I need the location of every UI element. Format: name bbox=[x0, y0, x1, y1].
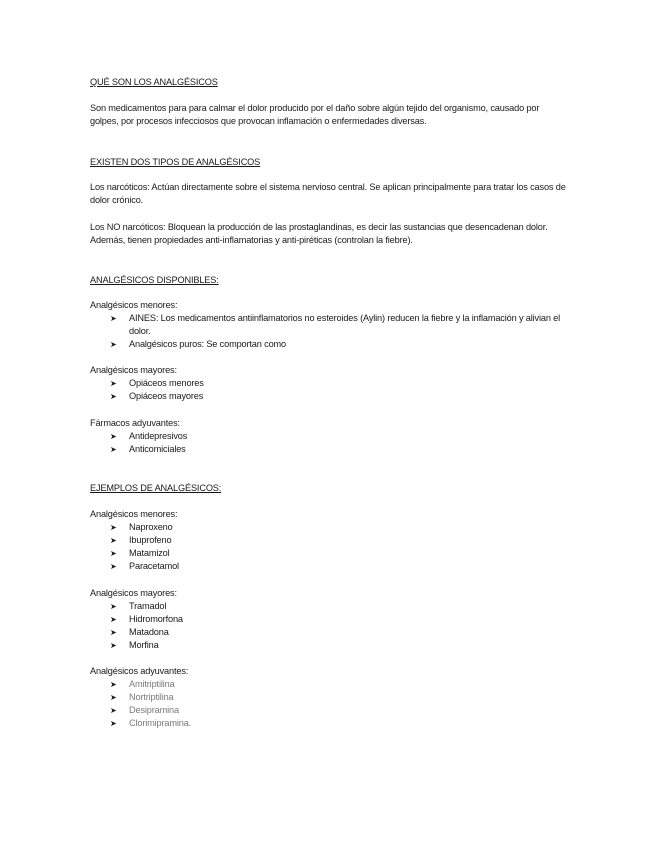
list-item: ➤ Hidromorfona bbox=[110, 614, 183, 624]
bullet-list bbox=[90, 521, 570, 573]
list-item: ➤ Anticomiciales bbox=[110, 444, 186, 454]
list-item: ➤ AINES: Los medicamentos antiinflamatorios no esteroides (Aylin) reducen la fiebre y la inflamación y alivian el dolor. bbox=[110, 313, 561, 336]
arrow-bullet-icon: ➤ bbox=[110, 536, 117, 545]
list-item: ➤ Analgésicos puros: Se comportan como bbox=[110, 339, 286, 349]
section-heading-que-son: QUÉ SON LOS ANALGÉSICOS bbox=[90, 77, 218, 87]
arrow-bullet-icon: ➤ bbox=[110, 432, 117, 441]
group-title: Analgésicos mayores: bbox=[90, 588, 177, 598]
arrow-bullet-icon: ➤ bbox=[110, 523, 117, 532]
list-item: ➤ Morfina bbox=[110, 640, 159, 650]
list-item: ➤ Antidepresivos bbox=[110, 431, 188, 441]
arrow-bullet-icon: ➤ bbox=[110, 693, 117, 702]
list-item: ➤ Opiáceos mayores bbox=[110, 391, 204, 401]
bullet-list bbox=[90, 377, 570, 403]
group-title: Analgésicos adyuvantes: bbox=[90, 666, 189, 676]
arrow-bullet-icon: ➤ bbox=[110, 615, 117, 624]
list-item: ➤ Desipramina bbox=[110, 705, 179, 715]
arrow-bullet-icon: ➤ bbox=[110, 628, 117, 637]
arrow-bullet-icon: ➤ bbox=[110, 549, 117, 558]
bullet-list bbox=[90, 312, 570, 351]
list-item: ➤ Paracetamol bbox=[110, 561, 179, 571]
section-heading-ejemplos: EJEMPLOS DE ANALGÉSICOS: bbox=[90, 483, 222, 493]
group-title: Analgésicos mayores: bbox=[90, 365, 177, 375]
arrow-bullet-icon: ➤ bbox=[110, 719, 117, 728]
group-title: Fármacos adyuvantes: bbox=[90, 418, 180, 428]
arrow-bullet-icon: ➤ bbox=[110, 445, 117, 454]
arrow-bullet-icon: ➤ bbox=[110, 340, 117, 349]
section-heading-disponibles: ANALGÉSICOS DISPONIBLES: bbox=[90, 275, 219, 285]
list-item: ➤ Ibuprofeno bbox=[110, 535, 172, 545]
arrow-bullet-icon: ➤ bbox=[110, 379, 117, 388]
group-title: Analgésicos menores: bbox=[90, 300, 178, 310]
group-title: Analgésicos menores: bbox=[90, 509, 178, 519]
list-item: ➤ Matamizol bbox=[110, 548, 170, 558]
arrow-bullet-icon: ➤ bbox=[110, 641, 117, 650]
arrow-bullet-icon: ➤ bbox=[110, 314, 117, 323]
list-item: ➤ Matadona bbox=[110, 627, 169, 637]
narcoticos-paragraph: Los narcóticos: Actúan directamente sobre el sistema nervioso central. Se aplican principalmente para tratar los casos de dolor crónico. bbox=[90, 182, 566, 205]
arrow-bullet-icon: ➤ bbox=[110, 602, 117, 611]
bullet-list bbox=[90, 678, 570, 730]
section-heading-tipos: EXISTEN DOS TIPOS DE ANALGÉSICOS bbox=[90, 157, 261, 167]
list-item: ➤ Naproxeno bbox=[110, 522, 173, 532]
bullet-list bbox=[90, 430, 570, 456]
arrow-bullet-icon: ➤ bbox=[110, 680, 117, 689]
list-item: ➤ Nortriptilina bbox=[110, 692, 174, 702]
arrow-bullet-icon: ➤ bbox=[110, 706, 117, 715]
no-narcoticos-paragraph: Los NO narcóticos: Bloquean la producción de las prostaglandinas, es decir las sustancias que desencadenan dolor. Además, tienen propiedades anti-inflamatorias y anti-piréticas (controlan la fiebre). bbox=[90, 222, 548, 245]
bullet-list bbox=[90, 600, 570, 652]
list-item: ➤ Tramadol bbox=[110, 601, 167, 611]
arrow-bullet-icon: ➤ bbox=[110, 562, 117, 571]
arrow-bullet-icon: ➤ bbox=[110, 392, 117, 401]
definition-paragraph: Son medicamentos para para calmar el dolor producido por el daño sobre algún tejido del organismo, causado por golpes, por procesos infecciosos que provocan inflamación o enfermedades diversas. bbox=[90, 103, 540, 126]
list-item: ➤ Amitriptilina bbox=[110, 679, 175, 689]
list-item: ➤ Opiáceos menores bbox=[110, 378, 204, 388]
list-item: ➤ Clorimipramina. bbox=[110, 718, 192, 728]
